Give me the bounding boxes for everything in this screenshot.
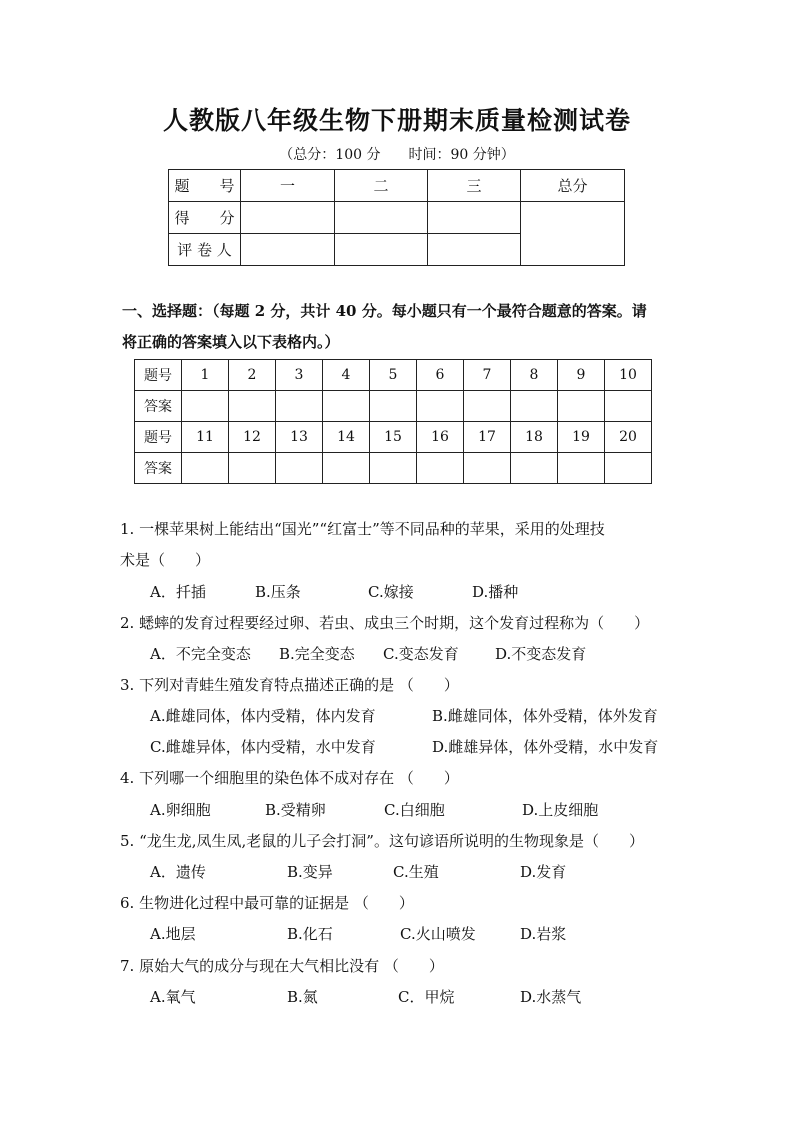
question-number: 4 xyxy=(323,360,370,391)
question-number: 14 xyxy=(323,422,370,453)
answer-cell[interactable] xyxy=(229,391,276,422)
question-number: 13 xyxy=(276,422,323,453)
q1-option-d: D.播种 xyxy=(472,583,519,601)
q6-option-d: D.岩浆 xyxy=(520,925,567,943)
question-2-text: 2. 蟋蟀的发育过程要经过卵、若虫、成虫三个时期，这个发育过程称为（ ） xyxy=(120,614,650,632)
question-number: 2 xyxy=(229,360,276,391)
question-number: 10 xyxy=(605,360,652,391)
question-1-line-2: 术是（ ） xyxy=(120,551,211,569)
q6-option-b: B.化石 xyxy=(287,925,333,943)
grader-row-label: 评 卷 人 xyxy=(169,234,241,266)
q1-option-a: A．扦插 xyxy=(150,583,206,601)
score-table xyxy=(168,169,625,266)
q4-option-c: C.白细胞 xyxy=(384,801,445,819)
score-table-header-row xyxy=(169,170,625,202)
answer-table xyxy=(134,359,652,484)
question-number: 9 xyxy=(558,360,605,391)
question-number: 3 xyxy=(276,360,323,391)
question-number: 7 xyxy=(464,360,511,391)
score-header-part3: 三 xyxy=(428,170,521,202)
answer-cell[interactable] xyxy=(323,391,370,422)
answer-table-a-label: 答案 xyxy=(135,391,182,422)
q2-option-c: C.变态发育 xyxy=(383,645,459,663)
answer-cell[interactable] xyxy=(558,453,605,484)
question-number: 11 xyxy=(182,422,229,453)
q7-option-c: C．甲烷 xyxy=(398,988,455,1006)
score-cell[interactable] xyxy=(428,202,521,234)
answer-cell[interactable] xyxy=(417,453,464,484)
question-3-text: 3. 下列对青蛙生殖发育特点描述正确的是 （ ） xyxy=(120,676,459,694)
q1-option-b: B.压条 xyxy=(255,583,301,601)
q1-option-c: C.嫁接 xyxy=(368,583,414,601)
question-number: 6 xyxy=(417,360,464,391)
question-7-text: 7. 原始大气的成分与现在大气相比没有 （ ） xyxy=(120,957,444,975)
q3-option-d: D.雌雄异体，体外受精，水中发育 xyxy=(432,738,659,756)
q6-option-a: A.地层 xyxy=(150,925,196,943)
score-header-label: 题 号 xyxy=(169,170,241,202)
answer-table-a-label: 答案 xyxy=(135,453,182,484)
q7-option-b: B.氮 xyxy=(287,988,318,1006)
question-number: 12 xyxy=(229,422,276,453)
question-5-text: 5. “龙生龙,凤生凤,老鼠的儿子会打洞”。这句谚语所说明的生物现象是（ ） xyxy=(120,832,644,850)
question-number: 17 xyxy=(464,422,511,453)
question-number: 1 xyxy=(182,360,229,391)
score-table-score-row xyxy=(169,202,625,234)
answer-cell[interactable] xyxy=(605,453,652,484)
answer-cell[interactable] xyxy=(417,391,464,422)
question-number: 15 xyxy=(370,422,417,453)
score-header-total: 总分 xyxy=(521,170,625,202)
answer-table-q-label: 题号 xyxy=(135,422,182,453)
grader-cell[interactable] xyxy=(428,234,521,266)
question-1-line-1: 1. 一棵苹果树上能结出“国光”“红富士”等不同品种的苹果，采用的处理技 xyxy=(120,520,605,538)
q6-option-c: C.火山喷发 xyxy=(400,925,476,943)
q4-option-a: A.卵细胞 xyxy=(150,801,211,819)
answer-cell[interactable] xyxy=(558,391,605,422)
answer-cell[interactable] xyxy=(276,453,323,484)
answer-cell[interactable] xyxy=(182,453,229,484)
question-6-text: 6. 生物进化过程中最可靠的证据是 （ ） xyxy=(120,894,414,912)
score-header-part1: 一 xyxy=(241,170,335,202)
answer-table-answer-row xyxy=(135,453,652,484)
q5-option-d: D.发育 xyxy=(520,863,567,881)
grader-cell[interactable] xyxy=(335,234,428,266)
question-number: 8 xyxy=(511,360,558,391)
answer-cell[interactable] xyxy=(464,453,511,484)
q5-option-b: B.变异 xyxy=(287,863,333,881)
q4-option-b: B.受精卵 xyxy=(265,801,326,819)
answer-table-number-row xyxy=(135,422,652,453)
answer-table-answer-row xyxy=(135,391,652,422)
q2-option-b: B.完全变态 xyxy=(279,645,355,663)
q2-option-d: D.不变态发育 xyxy=(495,645,587,663)
total-score-cell[interactable] xyxy=(521,202,625,266)
answer-cell[interactable] xyxy=(511,453,558,484)
total-score-text: （总分：100 分 xyxy=(279,147,381,163)
time-text: 时间：90 分钟） xyxy=(408,147,515,163)
answer-cell[interactable] xyxy=(276,391,323,422)
q3-option-a: A.雌雄同体，体内受精，体内发育 xyxy=(150,707,376,725)
q7-option-d: D.水蒸气 xyxy=(520,988,582,1006)
exam-subtitle xyxy=(0,144,794,164)
score-row-label: 得 分 xyxy=(169,202,241,234)
answer-table-q-label: 题号 xyxy=(135,360,182,391)
q4-option-d: D.上皮细胞 xyxy=(522,801,599,819)
answer-cell[interactable] xyxy=(323,453,370,484)
section-1-line-1: 一、选择题：（每题 2 分，共计 40 分。每小题只有一个最符合题意的答案。请 xyxy=(122,302,647,320)
answer-cell[interactable] xyxy=(370,453,417,484)
score-header-part2: 二 xyxy=(335,170,428,202)
grader-cell[interactable] xyxy=(241,234,335,266)
question-number: 5 xyxy=(370,360,417,391)
section-1-line-2: 将正确的答案填入以下表格内。） xyxy=(122,333,340,351)
q3-option-b: B.雌雄同体，体外受精，体外发育 xyxy=(432,707,658,725)
q5-option-c: C.生殖 xyxy=(393,863,439,881)
answer-cell[interactable] xyxy=(511,391,558,422)
q3-option-c: C.雌雄异体，体内受精，水中发育 xyxy=(150,738,376,756)
answer-table-number-row xyxy=(135,360,652,391)
score-cell[interactable] xyxy=(335,202,428,234)
exam-title: 人教版八年级生物下册期末质量检测试卷 xyxy=(162,106,631,135)
score-cell[interactable] xyxy=(241,202,335,234)
answer-cell[interactable] xyxy=(370,391,417,422)
answer-cell[interactable] xyxy=(182,391,229,422)
question-number: 19 xyxy=(558,422,605,453)
q7-option-a: A.氧气 xyxy=(150,988,196,1006)
answer-cell[interactable] xyxy=(605,391,652,422)
question-4-text: 4. 下列哪一个细胞里的染色体不成对存在 （ ） xyxy=(120,769,459,787)
question-number: 20 xyxy=(605,422,652,453)
answer-cell[interactable] xyxy=(464,391,511,422)
question-number: 16 xyxy=(417,422,464,453)
question-number: 18 xyxy=(511,422,558,453)
q2-option-a: A．不完全变态 xyxy=(150,645,251,663)
section-1-heading xyxy=(122,296,682,358)
answer-cell[interactable] xyxy=(229,453,276,484)
q5-option-a: A．遗传 xyxy=(150,863,206,881)
